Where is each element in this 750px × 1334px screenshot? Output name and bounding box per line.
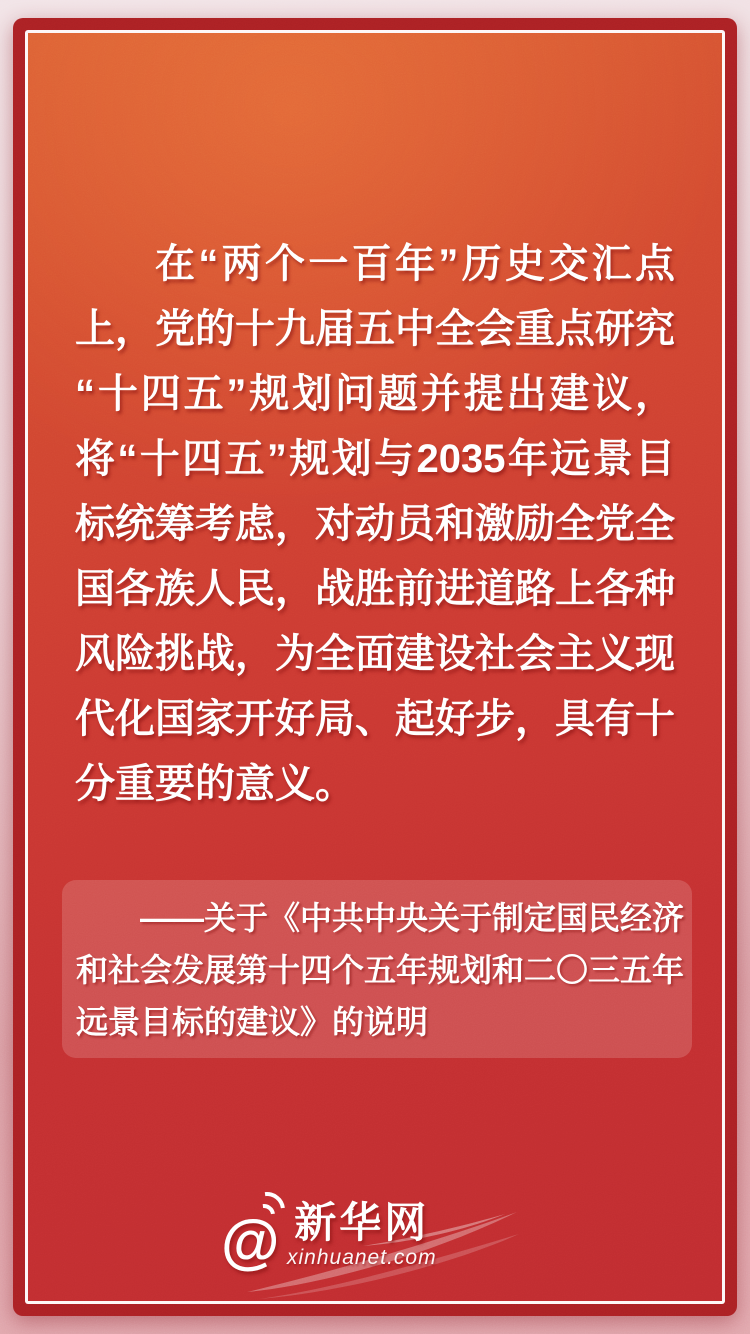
quote-line: 分重要的意义。 xyxy=(75,762,355,806)
attribution-line: 远景目标的建议》的说明 xyxy=(76,1004,429,1040)
quote-line: 将“十四五”规划与2035年远景目 xyxy=(75,437,675,481)
quote-line: “十四五”规划问题并提出建议， xyxy=(75,372,675,416)
quote-line: 风险挑战，为全面建设社会主义现 xyxy=(75,632,675,676)
attribution-box xyxy=(62,880,692,1058)
quote-line: 在“两个一百年”历史交汇点 xyxy=(155,242,675,286)
attribution-line: ——关于《中共中央关于制定国民经济 xyxy=(140,900,685,936)
quote-paragraph xyxy=(75,232,675,817)
at-icon: @ xyxy=(221,1208,280,1275)
brand-name: 新华网 xyxy=(294,1199,430,1246)
brand-domain: xinhuanet.com xyxy=(287,1246,437,1269)
attribution-line: 和社会发展第十四个五年规划和二〇三五年 xyxy=(76,952,685,988)
quote-line: 国各族人民，战胜前进道路上各种 xyxy=(75,567,675,611)
logo-row xyxy=(221,1192,437,1275)
brand-column xyxy=(287,1200,437,1270)
quote-line: 代化国家开好局、起好步，具有十 xyxy=(75,697,675,741)
xinhuanet-logo xyxy=(28,1188,722,1304)
poster-content xyxy=(25,30,725,1304)
quote-line: 标统筹考虑，对动员和激励全党全 xyxy=(75,502,675,546)
poster-frame xyxy=(13,18,737,1316)
at-symbol-wrap xyxy=(221,1192,283,1275)
quote-line: 上，党的十九届五中全会重点研究 xyxy=(75,307,675,351)
logo-inner xyxy=(215,1188,535,1304)
